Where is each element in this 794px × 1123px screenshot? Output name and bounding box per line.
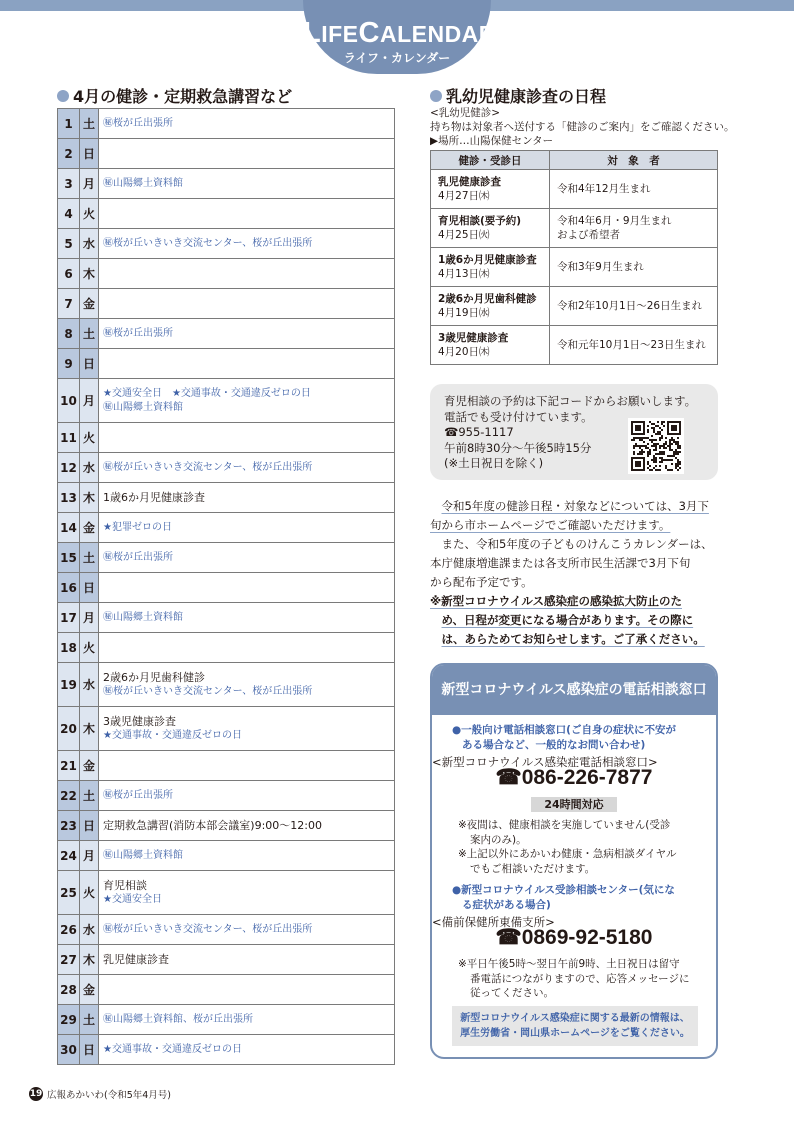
- calendar-weekday: 土: [80, 1005, 99, 1035]
- covid-center-name: <備前保健所東備支所>: [432, 915, 555, 929]
- checkup-date: 4月25日㈫: [438, 229, 490, 241]
- calendar-weekday: 木: [80, 945, 99, 975]
- calendar-events: [99, 423, 395, 453]
- calendar-events: [99, 319, 395, 349]
- checkup-target: 令和4年6月・9月生まれ: [557, 215, 672, 227]
- calendar-day: 29: [58, 1005, 80, 1035]
- calendar-row: [58, 663, 395, 707]
- covid-general-phone[interactable]: ☎086-226-7877: [495, 766, 653, 789]
- calendar-events: [99, 663, 395, 707]
- checkup-target-cell: [550, 326, 718, 365]
- calendar-event: ★交通事故・交通違反ゼロの日: [103, 1043, 242, 1055]
- calendar-row: [58, 319, 395, 349]
- consult-hours: 午前8時30分～午後5時15分: [444, 440, 592, 455]
- calendar-day: 26: [58, 915, 80, 945]
- checkup-name: 1歳6か月児健康診査: [438, 254, 537, 266]
- covid-title: 新型コロナウイルス感染症の電話相談窓口: [432, 665, 716, 715]
- calendar-weekday: 金: [80, 513, 99, 543]
- calendar-row: [58, 633, 395, 663]
- checkup-event-cell: [431, 209, 550, 248]
- calendar-weekday: 日: [80, 1035, 99, 1065]
- calendar-events: [99, 841, 395, 871]
- calendar-row: [58, 379, 395, 423]
- calendar-weekday: 水: [80, 663, 99, 707]
- calendar-event: ㊙山陽郷土資料館: [103, 177, 183, 189]
- calendar-weekday: 水: [80, 453, 99, 483]
- covid-info-box: 新型コロナウイルス感染症に関する最新の情報は、 厚生労働省・岡山県ホームページをご覧ください。: [452, 1006, 698, 1046]
- checkup-row: [431, 287, 718, 326]
- checkup-row: [431, 326, 718, 365]
- calendar-row: [58, 229, 395, 259]
- calendar-day: 21: [58, 751, 80, 781]
- calendar-event: ㊙桜が丘出張所: [103, 551, 173, 563]
- consult-phone: ☎955-1117: [444, 425, 514, 439]
- checkup-row: [431, 170, 718, 209]
- checkup-target-cell: [550, 170, 718, 209]
- calendar-row: [58, 1035, 395, 1065]
- calendar-day: 27: [58, 945, 80, 975]
- calendar-day: 6: [58, 259, 80, 289]
- consult-line: 育児相談の予約は下記コードからお願いします。: [444, 394, 697, 408]
- covid-center-notes: ※平日午後5時～翌日午前9時、土日祝日は留守 番電話につながりますので、応答メッセージに 従ってください。: [458, 958, 690, 999]
- checkup-title: 乳幼児健康診査の日程: [430, 84, 606, 107]
- checkup-date: 4月27日㈭: [438, 190, 490, 202]
- calendar-event: ㊙桜が丘出張所: [103, 117, 173, 129]
- calendar-event: 乳児健康診査: [103, 952, 169, 966]
- calendar-day: 5: [58, 229, 80, 259]
- checkup-note: 持ち物は対象者へ送付する「健診のご案内」をご確認ください。: [430, 121, 735, 133]
- calendar-row: [58, 871, 395, 915]
- calendar-event: ㊙桜が丘いきいき交流センター、桜が丘出張所: [103, 923, 313, 935]
- calendar-event: 1歳6か月児健康診査: [103, 490, 205, 504]
- page-number: 19: [29, 1089, 43, 1099]
- calendar-weekday: 金: [80, 751, 99, 781]
- calendar-event: ㊙桜が丘出張所: [103, 789, 173, 801]
- calendar-event: ㊙桜が丘出張所: [103, 327, 173, 339]
- calendar-events: [99, 169, 395, 199]
- checkup-target-cell: [550, 209, 718, 248]
- checkup-row: [431, 209, 718, 248]
- calendar-events: [99, 751, 395, 781]
- calendar-row: [58, 707, 395, 751]
- calendar-row: [58, 453, 395, 483]
- checkup-event-cell: [431, 248, 550, 287]
- calendar-event: 育児相談: [103, 878, 147, 892]
- checkup-target: 令和元年10月1日～23日生まれ: [557, 339, 706, 351]
- calendar-row: [58, 139, 395, 169]
- calendar-weekday: 月: [80, 169, 99, 199]
- covid-center-phone[interactable]: ☎0869-92-5180: [495, 926, 653, 949]
- checkup-target: 令和4年12月生まれ: [557, 183, 651, 195]
- calendar-row: [58, 543, 395, 573]
- covid-general-notes: ※夜間は、健康相談を実施していません(受診 案内のみ)。 ※上記以外にあかいわ健康・急病相談ダイヤル でもご相談いただけます。: [458, 819, 677, 875]
- calendar-day: 14: [58, 513, 80, 543]
- calendar-event: ㊙桜が丘いきいき交流センター、桜が丘出張所: [103, 685, 313, 697]
- calendar-row: [58, 1005, 395, 1035]
- checkup-row: [431, 248, 718, 287]
- calendar-day: 7: [58, 289, 80, 319]
- checkup-name: 育児相談(要予約): [438, 215, 522, 227]
- calendar-weekday: 土: [80, 109, 99, 139]
- calendar-events: [99, 229, 395, 259]
- life-calendar-banner: [303, 0, 496, 74]
- calendar-events: [99, 199, 395, 229]
- calendar-day: 1: [58, 109, 80, 139]
- calendar-events: [99, 349, 395, 379]
- calendar-row: [58, 811, 395, 841]
- 24h-badge: 24時間対応: [531, 797, 617, 812]
- calendar-row: [58, 915, 395, 945]
- calendar-row: [58, 781, 395, 811]
- calendar-events: [99, 573, 395, 603]
- calendar-day: 3: [58, 169, 80, 199]
- calendar-events: [99, 543, 395, 573]
- calendar-weekday: 木: [80, 259, 99, 289]
- checkup-place: ▶場所…山陽保健センター: [430, 135, 554, 147]
- checkup-date: 4月13日㈭: [438, 268, 490, 280]
- calendar-event: ㊙山陽郷土資料館、桜が丘出張所: [103, 1013, 253, 1025]
- calendar-row: [58, 945, 395, 975]
- calendar-row: [58, 603, 395, 633]
- calendar-day: 2: [58, 139, 80, 169]
- calendar-events: [99, 483, 395, 513]
- checkup-event-cell: [431, 326, 550, 365]
- calendar-day: 13: [58, 483, 80, 513]
- calendar-day: 15: [58, 543, 80, 573]
- calendar-row: [58, 975, 395, 1005]
- calendar-row: [58, 109, 395, 139]
- calendar-event: ㊙桜が丘いきいき交流センター、桜が丘出張所: [103, 237, 313, 249]
- calendar-day: 18: [58, 633, 80, 663]
- calendar-day: 8: [58, 319, 80, 349]
- calendar-weekday: 月: [80, 841, 99, 871]
- calendar-row: [58, 513, 395, 543]
- calendar-weekday: 木: [80, 483, 99, 513]
- checkup-target-extra: および希望者: [557, 229, 620, 241]
- calendar-weekday: 日: [80, 811, 99, 841]
- checkup-name: 2歳6か月児歯科健診: [438, 293, 537, 305]
- consult-exclusion: (※土日祝日を除く): [444, 456, 544, 470]
- calendar-events: [99, 259, 395, 289]
- calendar-day: 19: [58, 663, 80, 707]
- event-calendar-table: [57, 108, 395, 1065]
- calendar-row: [58, 573, 395, 603]
- calendar-events: [99, 915, 395, 945]
- calendar-row: [58, 349, 395, 379]
- covid-general-name: <新型コロナウイルス感染症電話相談窓口>: [432, 755, 658, 769]
- calendar-day: 10: [58, 379, 80, 423]
- calendar-day: 24: [58, 841, 80, 871]
- calendar-weekday: 金: [80, 975, 99, 1005]
- calendar-weekday: 土: [80, 781, 99, 811]
- calendar-row: [58, 841, 395, 871]
- calendar-events: [99, 633, 395, 663]
- calendar-events: [99, 975, 395, 1005]
- calendar-weekday: 月: [80, 603, 99, 633]
- checkup-target-cell: [550, 248, 718, 287]
- covid-section-general: ●一般向け電話相談窓口(ご自身の症状に不安が ある場合など、一般的なお問い合わせ): [452, 724, 676, 751]
- calendar-events: [99, 1035, 395, 1065]
- calendar-events: [99, 453, 395, 483]
- calendar-weekday: 金: [80, 289, 99, 319]
- calendar-row: [58, 199, 395, 229]
- calendar-weekday: 火: [80, 423, 99, 453]
- calendar-row: [58, 289, 395, 319]
- calendar-day: 30: [58, 1035, 80, 1065]
- checkup-date: 4月19日㈬: [438, 307, 490, 319]
- calendar-events: [99, 707, 395, 751]
- calendar-event: ㊙山陽郷土資料館: [103, 611, 183, 623]
- calendar-day: 28: [58, 975, 80, 1005]
- calendar-weekday: 土: [80, 319, 99, 349]
- calendar-day: 9: [58, 349, 80, 379]
- calendar-row: [58, 483, 395, 513]
- calendar-event: ★交通事故・交通違反ゼロの日: [103, 729, 242, 741]
- banner-subtitle: ライフ・カレンダー: [343, 51, 451, 65]
- checkup-target: 令和3年9月生まれ: [557, 261, 644, 273]
- calendar-weekday: 水: [80, 915, 99, 945]
- calendar-weekday: 土: [80, 543, 99, 573]
- covid-section-center: ●新型コロナウイルス受診相談センター(気にな る症状がある場合): [452, 884, 675, 911]
- col-header-target: 対 象 者: [550, 151, 718, 170]
- col-header-event: 健診・受診日: [431, 151, 550, 170]
- calendar-day: 22: [58, 781, 80, 811]
- calendar-events: [99, 513, 395, 543]
- calendar-events: [99, 139, 395, 169]
- calendar-weekday: 日: [80, 573, 99, 603]
- checkup-name: 乳児健康診査: [438, 176, 501, 188]
- calendar-events: [99, 109, 395, 139]
- calendar-day: 17: [58, 603, 80, 633]
- calendar-weekday: 日: [80, 349, 99, 379]
- calendar-weekday: 日: [80, 139, 99, 169]
- checkup-name: 3歳児健康診査: [438, 332, 509, 344]
- calendar-weekday: 月: [80, 379, 99, 423]
- checkup-date: 4月20日㈭: [438, 346, 490, 358]
- calendar-events: [99, 289, 395, 319]
- bullet-icon: [57, 90, 69, 102]
- calendar-event: ㊙山陽郷土資料館: [103, 849, 183, 861]
- calendar-event: ㊙桜が丘いきいき交流センター、桜が丘出張所: [103, 461, 313, 473]
- checkup-target-cell: [550, 287, 718, 326]
- calendar-weekday: 水: [80, 229, 99, 259]
- calendar-weekday: 火: [80, 871, 99, 915]
- checkup-event-cell: [431, 287, 550, 326]
- calendar-weekday: 火: [80, 199, 99, 229]
- checkup-table: [430, 150, 718, 365]
- publication-name: 広報あかいわ(令和5年4月号): [47, 1090, 172, 1101]
- calendar-title: 4月の健診・定期救急講習など: [57, 84, 292, 107]
- calendar-day: 20: [58, 707, 80, 751]
- checkup-target: 令和2年10月1日～26日生まれ: [557, 300, 703, 312]
- calendar-day: 4: [58, 199, 80, 229]
- page-footer: [29, 1087, 171, 1101]
- calendar-events: [99, 811, 395, 841]
- qr-code-icon[interactable]: [628, 418, 684, 474]
- covid-consult-box: [430, 663, 718, 1059]
- calendar-events: [99, 379, 395, 423]
- calendar-events: [99, 945, 395, 975]
- calendar-event: 定期救急講習(消防本部会議室)9:00～12:00: [103, 818, 322, 832]
- calendar-weekday: 火: [80, 633, 99, 663]
- calendar-day: 12: [58, 453, 80, 483]
- calendar-event: ㊙山陽郷土資料館: [103, 401, 183, 413]
- checkup-event-cell: [431, 170, 550, 209]
- checkup-subheading: <乳幼児健診>: [430, 107, 501, 119]
- calendar-day: 16: [58, 573, 80, 603]
- calendar-event: 2歳6か月児歯科健診: [103, 670, 205, 684]
- calendar-day: 25: [58, 871, 80, 915]
- calendar-row: [58, 423, 395, 453]
- calendar-event: ★交通安全日 ★交通事故・交通違反ゼロの日: [103, 387, 311, 399]
- calendar-events: [99, 781, 395, 811]
- consult-line: 電話でも受け付けています。: [444, 409, 593, 424]
- calendar-event: 3歳児健康診査: [103, 714, 176, 728]
- calendar-day: 11: [58, 423, 80, 453]
- bullet-icon: [430, 90, 442, 102]
- calendar-row: [58, 169, 395, 199]
- banner-logo: LIFECALENDAR: [303, 17, 496, 49]
- calendar-event: ★交通安全日: [103, 893, 162, 905]
- calendar-event: ★犯罪ゼロの日: [103, 521, 172, 533]
- calendar-row: [58, 259, 395, 289]
- info-paragraph: 令和5年度の健診日程・対象などについては、3月下 旬から市ホームページでご確認いただけます。 また、令和5年度の子どものけんこうカレンダーは、 本庁健康増進課または各支所市民生活課で3月下旬 から配布予定です。 ※新型コロナウイルス感染症の感染拡大防止のた め、日程が変更になる場合があります。その際に は、あらためてお知らせします。ご了承ください。: [430, 499, 713, 646]
- calendar-events: [99, 1005, 395, 1035]
- calendar-weekday: 木: [80, 707, 99, 751]
- calendar-day: 23: [58, 811, 80, 841]
- calendar-events: [99, 603, 395, 633]
- calendar-events: [99, 871, 395, 915]
- calendar-row: [58, 751, 395, 781]
